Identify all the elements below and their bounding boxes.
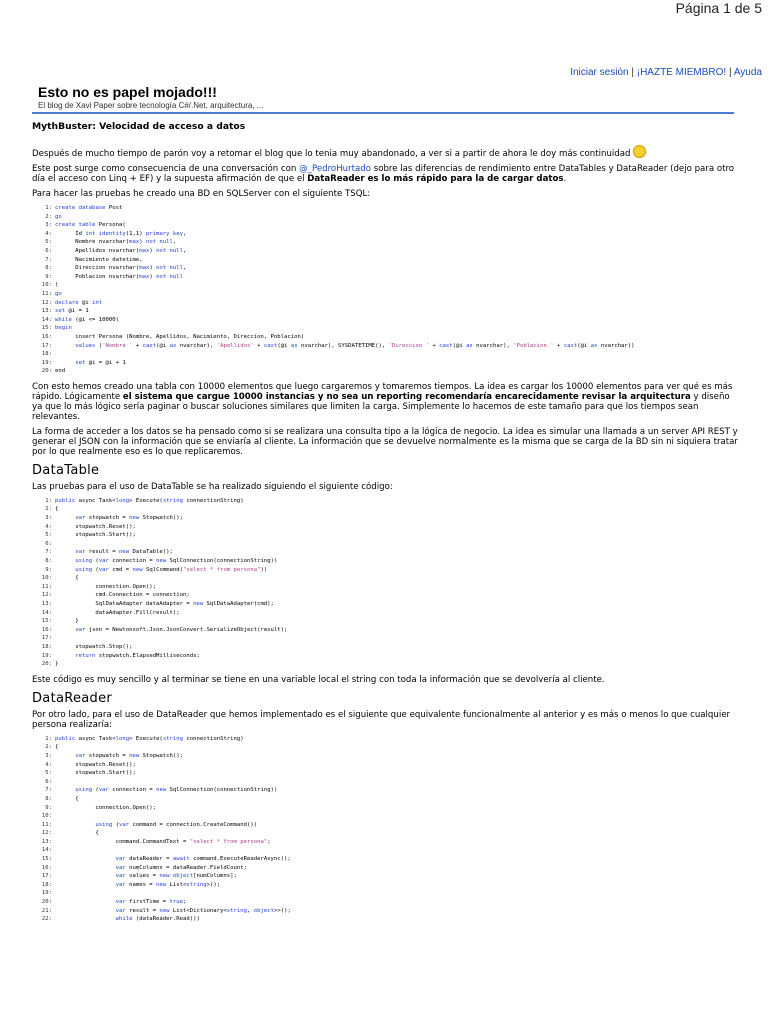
line-number: 12: [41,830,52,837]
code-block-datatable [32,497,738,669]
code-line [32,333,738,342]
code-line [32,626,738,635]
code-text: var json = Newtonsoft.Json.JsonConvert.SerializeObject(result); [75,626,288,633]
code-line [32,299,738,308]
code-line [32,213,738,222]
paragraph: La forma de acceder a los datos se ha pensado como si se realizara una consulta tipo a la lógica de negocio. La idea es simular una llamada a un server API REST y generar el JSON con la información que se enviaría al cliente. La información que se devuelve normalmente es la misma que se carga de la BD sin ni siquiera tratar por lo que realmente eso es lo que replicaremos. [32,426,738,457]
code-line [32,795,738,804]
code-text [52,778,55,787]
code-text: { [55,575,79,582]
line-number: 17: [41,873,52,880]
code-line [32,617,738,626]
paragraph-text: Después de mucho tiempo de parón voy a retomar el blog que lo tenia muy abandonado, a ver si a partir de ahora le doy más continuidad [32,149,631,159]
line-number: 7: [45,256,52,263]
code-text [52,540,55,549]
paragraph-text: Este post surge como consecuencia de una conversación con [32,164,300,174]
line-number: 19: [41,652,52,659]
code-line [32,855,738,864]
code-line [32,609,738,618]
line-number: 2: [45,213,52,220]
code-line [32,221,738,230]
line-number: 1: [45,735,52,742]
line-number: 17: [41,635,52,642]
section-heading-datatable: DataTable [32,462,100,478]
line-number: 10: [41,575,52,582]
twitter-link[interactable]: @_PedroHurtado [299,164,371,174]
code-text: while (dataReader.Read()) [115,916,200,923]
code-text: return stopwatch.ElapsedMilliseconds; [75,652,200,659]
line-number: 4: [45,523,52,530]
line-number: 15: [41,618,52,625]
code-line [32,660,738,669]
code-text: connection.Open(); [55,804,157,811]
code-line [32,846,738,855]
code-line [32,281,738,290]
code-text: using (var connection = new SqlConnection(connectionString)) [75,787,278,794]
code-text: Poblacion nvarchar(max) not null [55,273,184,280]
post-content [32,121,738,930]
code-line [32,548,738,557]
line-number: 11: [41,821,52,828]
code-line [32,350,738,359]
login-link[interactable]: Iniciar sesión [570,67,629,78]
line-number: 5: [45,532,52,539]
line-number: 10: [41,813,52,820]
line-number: 11: [41,290,52,297]
code-text: create table Persona( [55,222,126,229]
code-text: go [55,213,62,220]
line-number: 13: [41,308,52,315]
line-number: 15: [41,856,52,863]
line-number: 4: [45,761,52,768]
code-line [32,634,738,643]
code-text: Apellidos nvarchar(max) not null, [55,247,187,254]
header-divider [32,112,734,114]
code-text [52,812,55,821]
code-text: var stopwatch = new Stopwatch(); [75,752,183,759]
line-number: 12: [41,299,52,306]
code-text: using (var cmd = new SqlCommand("select * from persona")) [75,566,268,573]
code-text: stopwatch.Start(); [55,532,136,539]
top-nav [570,67,762,78]
line-number: 9: [45,804,52,811]
line-number: 6: [45,778,52,785]
code-block-datareader [32,735,738,924]
code-text: Nombre nvarchar(max) not null, [55,239,177,246]
code-line [32,367,738,376]
code-line [32,514,738,523]
line-number: 1: [45,205,52,211]
code-text: var result = new List<Dictionary<string, object>>(); [115,907,291,914]
code-line [32,557,738,566]
code-line [32,359,738,368]
blog-header [38,84,263,110]
line-number: 7: [45,787,52,794]
code-line [32,915,738,924]
code-text: var names = new List<string>(); [115,881,221,888]
code-line [32,812,738,821]
line-number: 14: [41,847,52,854]
code-line [32,566,738,575]
code-line [32,881,738,890]
code-text [52,350,55,359]
section-heading-datareader: DataReader [32,690,113,706]
smiley-icon [633,145,646,158]
code-line [32,821,738,830]
code-text: SqlDataAdapter dataAdapter = new SqlDataAdapter(cmd); [55,601,274,607]
code-text: Id int identity(1,1) primary key, [55,230,187,237]
code-text: var numColumns = dataReader.FieldCount; [115,864,247,871]
code-text: var firstTime = true; [115,899,187,906]
line-number: 7: [45,549,52,556]
code-line [32,230,738,239]
code-text: using (var connection = new SqlConnection(connectionString)) [75,558,278,565]
code-line [32,247,738,256]
code-line [32,238,738,247]
code-line [32,735,738,744]
code-text: Direccion nvarchar(max) not null, [55,265,187,272]
code-line [32,256,738,265]
line-number: 19: [41,359,52,366]
code-line [32,505,738,514]
line-number: 2: [45,506,52,513]
line-number: 20: [41,661,52,668]
code-line [32,761,738,770]
page-counter: Página 1 de 5 [675,0,762,16]
code-text: begin [55,325,72,332]
code-line [32,583,738,592]
paragraph [32,145,738,159]
code-line [32,752,738,761]
help-link[interactable]: Ayuda [733,67,762,78]
code-text: insert Persona (Nombre, Apellidos, Nacimiento, Direccion, Poblacion) [55,333,305,340]
line-number: 20: [41,368,52,375]
code-line [32,872,738,881]
code-text: var values = new object[numColumns]; [115,873,237,880]
separator: | [728,67,732,78]
paragraph: Por otro lado, para el uso de DataReader que hemos implementado es el siguiente que equivalente funcionalmente al anterior y es más o menos lo que cualquier persona realizaría: [32,709,731,730]
paragraph-text: Con esto hemos creado una tabla con 10000 elementos que luego cargaremos y tomaremos tiempos. La idea es cargar los 10000 elementos para ver qué es más rápido. Lógicamente [32,381,733,402]
line-number: 1: [45,497,52,504]
line-number: 2: [45,744,52,751]
code-text: dataAdapter.Fill(result); [55,609,180,616]
code-text: var result = new DataTable(); [75,549,173,556]
code-text: set @i = 1 [55,308,89,315]
code-line [32,743,738,752]
line-number: 22: [41,916,52,923]
code-text [52,889,55,898]
line-number: 18: [41,643,52,650]
code-line [32,324,738,333]
line-number: 20: [41,899,52,906]
line-number: 18: [41,351,52,358]
code-line [32,307,738,316]
code-text: values ('Nombre ' + cast(@i as nvarchar), 'Apellidos' + cast(@i as nvarchar), SYSDATETIME(), 'Direccion ' + cast(@i as nvarchar), 'Poblacion ' + cast(@i as nvarchar)) [75,342,635,349]
code-line [32,342,738,351]
line-number: 8: [45,558,52,565]
line-number: 6: [45,247,52,254]
code-block-sql [32,204,738,376]
code-line [32,652,738,661]
code-text: while (@i <= 10000) [55,316,119,323]
blog-title[interactable]: Esto no es papel mojado!!! [38,84,217,100]
code-line [32,829,738,838]
code-line [32,898,738,907]
bold-text: DataReader es lo más rápido para la de cargar datos [307,174,564,184]
line-number: 14: [41,316,52,323]
code-line [32,838,738,847]
line-number: 15: [41,325,52,332]
code-text: connection.Open(); [55,583,157,590]
code-text: { [55,795,79,802]
line-number: 13: [41,601,52,607]
paragraph [32,164,738,184]
code-line [32,523,738,532]
paragraph [32,382,738,422]
code-text: declare @i int [55,299,103,306]
line-number: 16: [41,864,52,871]
code-line [32,540,738,549]
code-text: } [55,618,79,625]
code-line [32,600,738,609]
bold-text: el sistema que cargue 10000 instancias y no sea un reporting recomendaría encarecidamente revisar la arquitectura [122,391,691,402]
code-line [32,591,738,600]
code-line [32,643,738,652]
code-text: create database Post [55,205,123,211]
code-text: var stopwatch = new Stopwatch(); [75,515,183,522]
code-text: public async Task<long> Execute(string connectionString) [55,497,244,504]
code-line [32,264,738,273]
line-number: 10: [41,282,52,289]
code-line [32,907,738,916]
line-number: 13: [41,838,52,845]
code-line [32,204,738,213]
paragraph-text: y diseño ya que lo más lógico sería paginar o buscar soluciones similares que limiten la carga. Simplemente lo hacemos de este tamaño para que los tiempos sean relevantes. [32,391,730,422]
code-text: { [55,506,59,513]
code-text: { [55,744,59,751]
code-text: set @i = @i + 1 [75,359,126,366]
line-number: 12: [41,592,52,599]
line-number: 18: [41,881,52,888]
line-number: 17: [41,342,52,349]
separator: | [631,67,634,78]
code-line [32,804,738,813]
code-text: Nacimiento datetime, [55,256,143,263]
code-line [32,290,738,299]
code-text [52,634,55,643]
join-link[interactable]: ¡HAZTE MIEMBRO! [636,67,727,78]
code-text: { [55,830,99,837]
paragraph: Este código es muy sencillo y al terminar se tiene en una variable local el string con toda la información que se devolvería al cliente. [32,674,605,685]
code-line [32,316,738,325]
paragraph-text: sobre las diferencias de rendimiento entre DataTables y DataReader (dejo para otro día el acceso con Linq + EF) y la supuesta afirmación de que el [32,164,735,184]
blog-subtitle: El blog de Xavi Paper sobre tecnología C#/.Net, arquitectura, ... [38,101,264,110]
code-text: using (var command = connection.CreateCommand()) [95,821,258,828]
line-number: 11: [41,583,52,590]
line-number: 3: [45,752,52,759]
line-number: 16: [41,333,52,340]
code-text: stopwatch.Stop(); [55,643,133,650]
code-text: stopwatch.Reset(); [55,523,136,530]
paragraph-text: . [563,174,567,184]
code-text: end [55,368,66,375]
line-number: 4: [45,230,52,237]
code-line [32,574,738,583]
code-text: var dataReader = await command.ExecuteReaderAsync(); [115,856,291,863]
code-line [32,786,738,795]
code-line [32,778,738,787]
line-number: 19: [41,890,52,897]
line-number: 8: [45,795,52,802]
line-number: 16: [41,626,52,633]
line-number: 3: [45,515,52,522]
line-number: 21: [41,907,52,914]
code-text: ) [55,282,59,289]
paragraph: Para hacer las pruebas he creado una BD en SQLServer con el siguiente TSQL: [32,189,371,199]
code-text: go [55,290,62,297]
line-number: 9: [45,566,52,573]
line-number: 9: [45,273,52,280]
line-number: 5: [45,239,52,246]
code-line [32,273,738,282]
code-line [32,769,738,778]
line-number: 5: [45,770,52,777]
code-text [52,846,55,855]
code-line [32,889,738,898]
paragraph: Las pruebas para el uso de DataTable se ha realizado siguiendo el siguiente código: [32,481,393,492]
code-text: stopwatch.Reset(); [55,761,136,768]
line-number: 14: [41,609,52,616]
line-number: 6: [45,540,52,547]
post-title: MythBuster: Velocidad de acceso a datos [32,121,246,132]
code-text: stopwatch.Start(); [55,770,136,777]
code-text: command.CommandText = "select * from persona"; [55,838,271,845]
code-text: cmd.Connection = connection; [55,592,190,599]
line-number: 8: [45,265,52,272]
code-line [32,531,738,540]
code-text: public async Task<long> Execute(string connectionString) [55,735,244,742]
code-line [32,497,738,506]
code-line [32,864,738,873]
code-text: } [55,661,59,668]
line-number: 3: [45,222,52,229]
